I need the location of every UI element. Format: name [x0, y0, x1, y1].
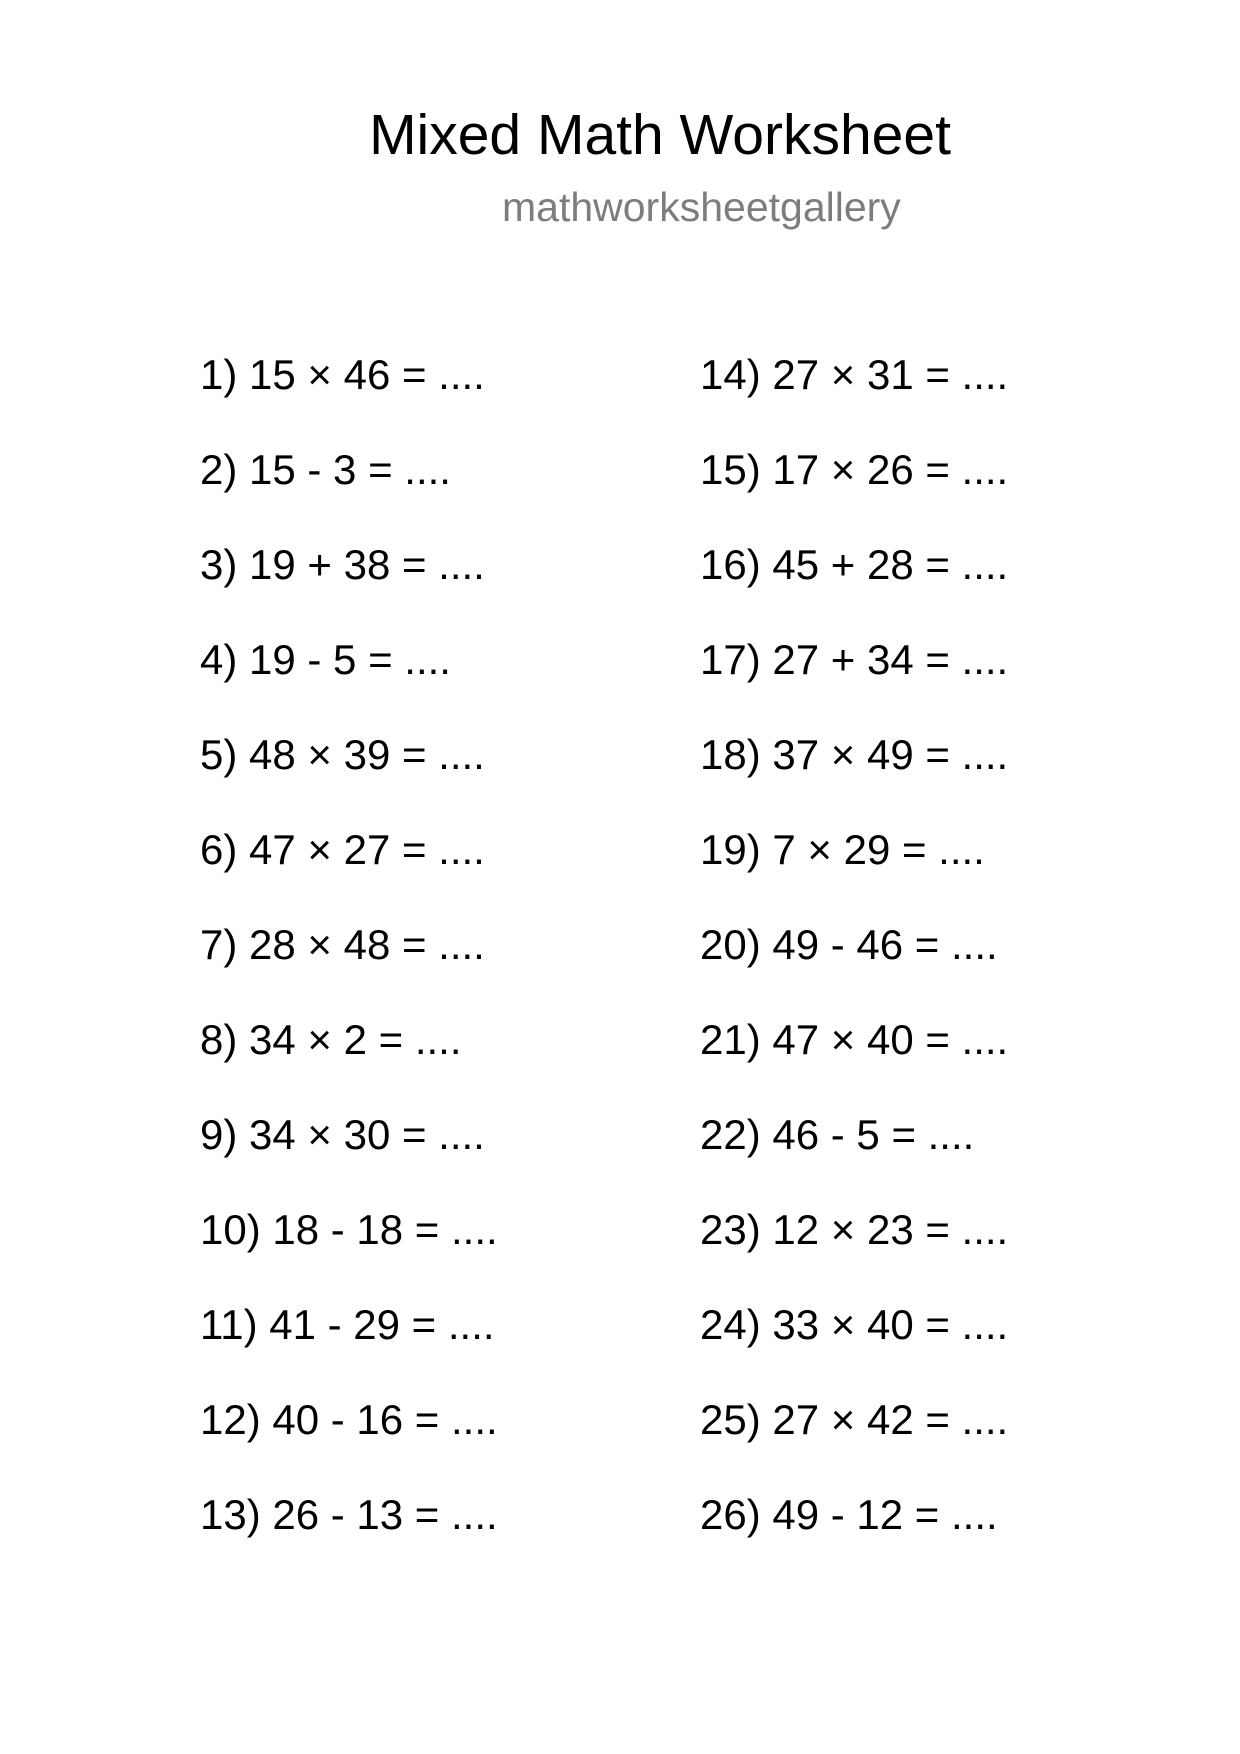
worksheet-subtitle: mathworksheetgallery — [502, 184, 901, 230]
problem-item: 20) 49 - 46 = .... — [700, 921, 998, 968]
problem-item: 24) 33 × 40 = .... — [700, 1301, 1009, 1348]
problem-column-left — [200, 350, 498, 1585]
problem-column-right — [700, 350, 1008, 1585]
problem-item: 22) 46 - 5 = .... — [700, 1111, 975, 1158]
problem-item: 14) 27 × 31 = .... — [700, 351, 1009, 398]
problem-item: 2) 15 - 3 = .... — [200, 446, 451, 493]
problem-item: 7) 28 × 48 = .... — [200, 921, 485, 968]
problem-item: 4) 19 - 5 = .... — [200, 636, 451, 683]
problem-item: 8) 34 × 2 = .... — [200, 1016, 462, 1063]
problem-item: 10) 18 - 18 = .... — [200, 1206, 498, 1253]
problem-item: 25) 27 × 42 = .... — [700, 1396, 1009, 1443]
problem-item: 16) 45 + 28 = .... — [700, 541, 1009, 588]
problem-item: 1) 15 × 46 = .... — [200, 351, 485, 398]
problem-item: 5) 48 × 39 = .... — [200, 731, 485, 778]
problem-item: 3) 19 + 38 = .... — [200, 541, 485, 588]
problem-item: 15) 17 × 26 = .... — [700, 446, 1009, 493]
problem-item: 12) 40 - 16 = .... — [200, 1396, 498, 1443]
problem-item: 11) 41 - 29 = .... — [200, 1301, 495, 1348]
problem-item: 26) 49 - 12 = .... — [700, 1491, 998, 1538]
problem-item: 9) 34 × 30 = .... — [200, 1111, 485, 1158]
problem-item: 18) 37 × 49 = .... — [700, 731, 1009, 778]
problem-item: 21) 47 × 40 = .... — [700, 1016, 1009, 1063]
problem-item: 6) 47 × 27 = .... — [200, 826, 485, 873]
problem-item: 17) 27 + 34 = .... — [700, 636, 1009, 683]
problem-item: 23) 12 × 23 = .... — [700, 1206, 1009, 1253]
problem-item: 13) 26 - 13 = .... — [200, 1491, 498, 1538]
problem-item: 19) 7 × 29 = .... — [700, 826, 985, 873]
worksheet-title: Mixed Math Worksheet — [369, 103, 951, 167]
